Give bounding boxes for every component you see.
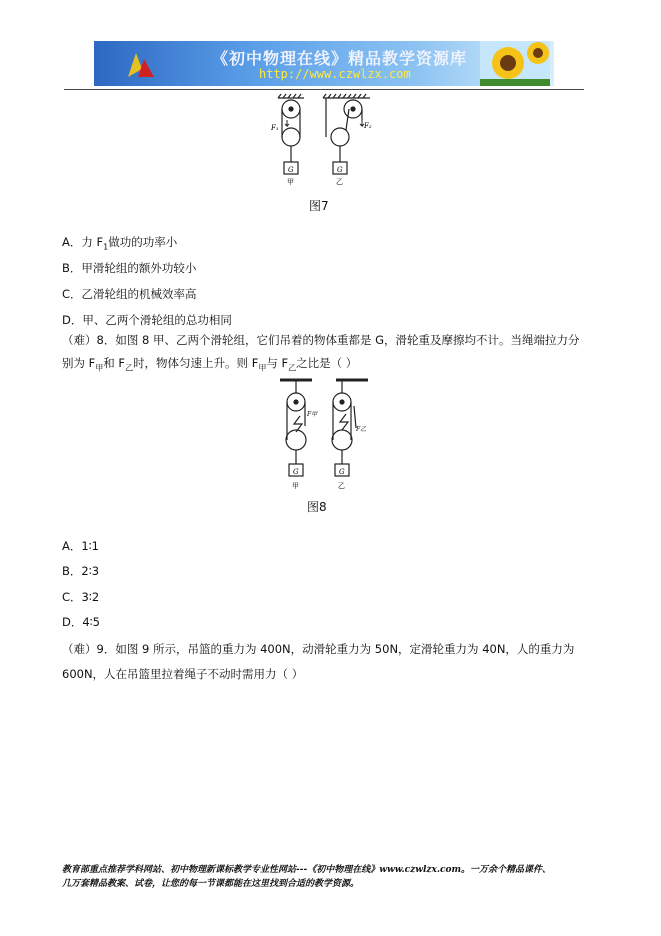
name-right: 乙: [336, 178, 343, 186]
figure-8-pulley-diagram: [276, 376, 376, 492]
q7-option-a: A．力 $F_1$做功的功率小: [62, 235, 178, 252]
site-logo-icon: [124, 47, 158, 81]
footer-line-2: 几万套精品教案、试卷，让您的每一节课都能在这里找到合适的教学资源。: [62, 879, 360, 889]
name-left: 甲: [287, 178, 294, 186]
q7-option-b: B．甲滑轮组的额外功较小: [62, 261, 197, 275]
banner-title: 《初中物理在线》精品教学资源库: [212, 49, 468, 68]
weight-left: G: [288, 166, 294, 174]
name-right: 乙: [338, 482, 345, 490]
figure-8-caption: 图8: [307, 500, 327, 514]
figure-7-caption: 图7: [309, 199, 329, 213]
banner-url[interactable]: http://www.czwlzx.com: [259, 67, 411, 81]
footer-line-1: 教育部重点推荐学科网站、初中物理新课标教学专业性网站---《初中物理在线》www.czwlzx.com。一万余个精品课件、: [62, 865, 552, 875]
sunflower-image-icon: [480, 41, 550, 86]
header-banner: [94, 41, 554, 86]
name-left: 甲: [292, 482, 299, 490]
weight-right: G: [337, 166, 343, 174]
q7-option-c: C．乙滑轮组的机械效率高: [62, 287, 197, 301]
q8-option-b: B．2∶3: [62, 564, 100, 578]
label-f-yi: F乙: [356, 426, 367, 433]
figure-7-pulley-diagram: [268, 92, 378, 187]
label-f2: F₂: [364, 122, 372, 130]
page-footer: [62, 863, 622, 891]
q8-option-a: A．1∶1: [62, 539, 99, 553]
q8-line-1: （难）8．如图 8 甲、乙两个滑轮组，它们吊着的物体重都是 G，滑轮重及摩擦均不计。当绳端拉力分: [62, 333, 580, 347]
weight-right: G: [339, 468, 345, 476]
q8-option-c: C．3∶2: [62, 590, 100, 604]
q9-line-1: （难）9．如图 9 所示，吊篮的重力为 400N，动滑轮重力为 50N，定滑轮重力为 40N，人的重力为: [62, 642, 575, 656]
weight-left: G: [293, 468, 299, 476]
q8-line-2: 别为 $F_甲$和 $F_乙$时，物体匀速上升。则 $F_甲$与 $F_乙$之比是（ ）: [62, 356, 358, 373]
q8-option-d: D．4∶5: [62, 615, 100, 629]
q7-option-d: D．甲、乙两个滑轮组的总功相同: [62, 313, 232, 327]
q9-line-2: 600N，人在吊篮里拉着绳子不动时需用力（ ）: [62, 667, 304, 681]
label-f-jia: F甲: [307, 411, 318, 418]
label-f1: F₁: [271, 124, 279, 132]
header-rule: [64, 89, 584, 90]
